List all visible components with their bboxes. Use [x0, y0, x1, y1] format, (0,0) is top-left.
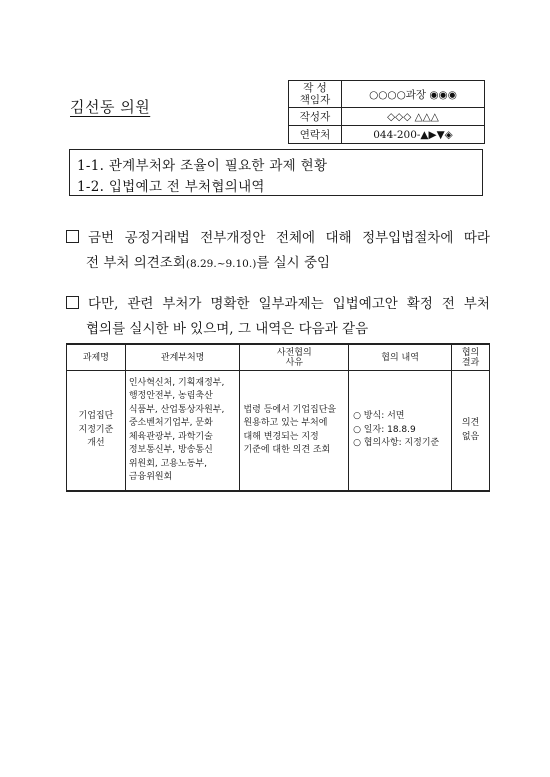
header-task: 과제명 — [67, 344, 126, 371]
table-row — [67, 371, 490, 492]
author-value: ◇◇◇ △△△ — [342, 108, 485, 126]
cell-reason: 법령 등에서 기업집단을 원용하고 있는 부처에 대해 변경되는 지정 기준에 대한 의견 조회 — [240, 371, 349, 492]
checkbox-bullet-icon — [66, 230, 79, 243]
topic-box — [69, 149, 483, 196]
paragraph-1 — [66, 226, 490, 277]
author-label: 작성자 — [289, 108, 342, 126]
legislator-name: 김선동 의원 — [70, 98, 151, 116]
responsible-label: 작 성 책임자 — [289, 81, 342, 108]
cell-result: 의견 없음 — [452, 371, 490, 492]
paragraph-1-line-1: 금번 공정거래법 전부개정안 전체에 대해 정부입법절차에 따라 — [66, 226, 490, 251]
paragraph-2-line-2: 협의를 실시한 바 있으며, 그 내역은 다음과 같음 — [86, 321, 369, 337]
cell-task: 기업집단 지정기준 개선 — [67, 371, 126, 492]
author-info-table — [288, 80, 485, 144]
contact-value: 044-200-▲▶▼◈ — [342, 126, 485, 144]
header-result: 협의 결과 — [452, 344, 490, 371]
topic-line-2: 1-2. 입법예고 전 부처협의내역 — [77, 179, 265, 195]
header-reason: 사전협의 사유 — [240, 344, 349, 371]
paragraph-2-line-1: 다만, 관련 부처가 명확한 일부과제는 입법예고안 확정 전 부처 — [66, 292, 490, 317]
header-content: 협의 내역 — [349, 344, 452, 371]
header-ministries: 관계부처명 — [125, 344, 240, 371]
cell-content: ○ 방식: 서면 ○ 일자: 18.8.9 ○ 협의사항: 지정기준 — [349, 371, 452, 492]
paragraph-2 — [66, 292, 490, 342]
topic-line-1: 1-1. 관계부처와 조율이 필요한 과제 현황 — [77, 158, 328, 174]
contact-label: 연락처 — [289, 126, 342, 144]
checkbox-bullet-icon — [66, 296, 79, 309]
paragraph-1-line-2: 전 부처 의견조회(8.29.~9.10.)를 실시 중임 — [86, 255, 331, 271]
cell-ministries: 인사혁신처, 기획재정부, 행정안전부, 농림축산 식품부, 산업통상자원부, 중소벤처기업부, 문화 체육관광부, 과학기술 정보통신부, 방송통신 위원회, 고용노동부, 금융위원회 — [125, 371, 240, 492]
consultation-table — [66, 343, 490, 492]
responsible-value: ○○○○과장 ◉◉◉ — [342, 81, 485, 108]
